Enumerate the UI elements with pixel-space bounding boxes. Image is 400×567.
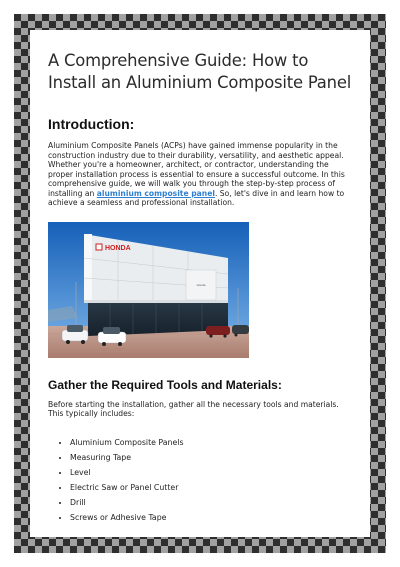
- list-item: • Screws or Adhesive Tape: [70, 514, 356, 522]
- list-item: • Electric Saw or Panel Cutter: [70, 484, 356, 492]
- list-item: • Aluminium Composite Panels: [70, 439, 356, 447]
- tools-heading: Gather the Required Tools and Materials:: [48, 377, 282, 392]
- list-item: • Drill: [70, 499, 356, 507]
- list-item: • Measuring Tape: [70, 454, 356, 462]
- honda-sign-text: HONDA: [105, 244, 131, 252]
- intro-text-before-link: Aluminium Composite Panels (ACPs) have gained immense popularity in the construction industry due to their durability, versatility, and aesthetic appeal. Whether you're a homeowner, architect, or contractor, understanding the proper installation process is essential to ensure a successful outcome. In this comprehensive guide, we will walk you through the step-by-step process of installing an: [48, 141, 345, 198]
- intro-text-after-link: . So, let's dive in and learn how to achieve a seamless and professional installation.: [48, 188, 345, 207]
- intro-heading: Introduction:: [48, 116, 135, 132]
- honda-showroom-photo: [48, 222, 249, 358]
- intro-paragraph: [48, 141, 356, 208]
- document-title: A Comprehensive Guide: How to Install an Aluminium Composite Panel: [48, 51, 352, 92]
- tools-list: [48, 439, 356, 522]
- svg-text:Honda: Honda: [196, 282, 206, 287]
- list-item: • Level: [70, 469, 356, 477]
- tools-intro-paragraph: Before starting the installation, gather all the necessary tools and materials. This typically includes:: [48, 399, 339, 418]
- document-page: [30, 30, 370, 537]
- aluminium-composite-panel-link[interactable]: aluminium composite panel: [96, 188, 215, 198]
